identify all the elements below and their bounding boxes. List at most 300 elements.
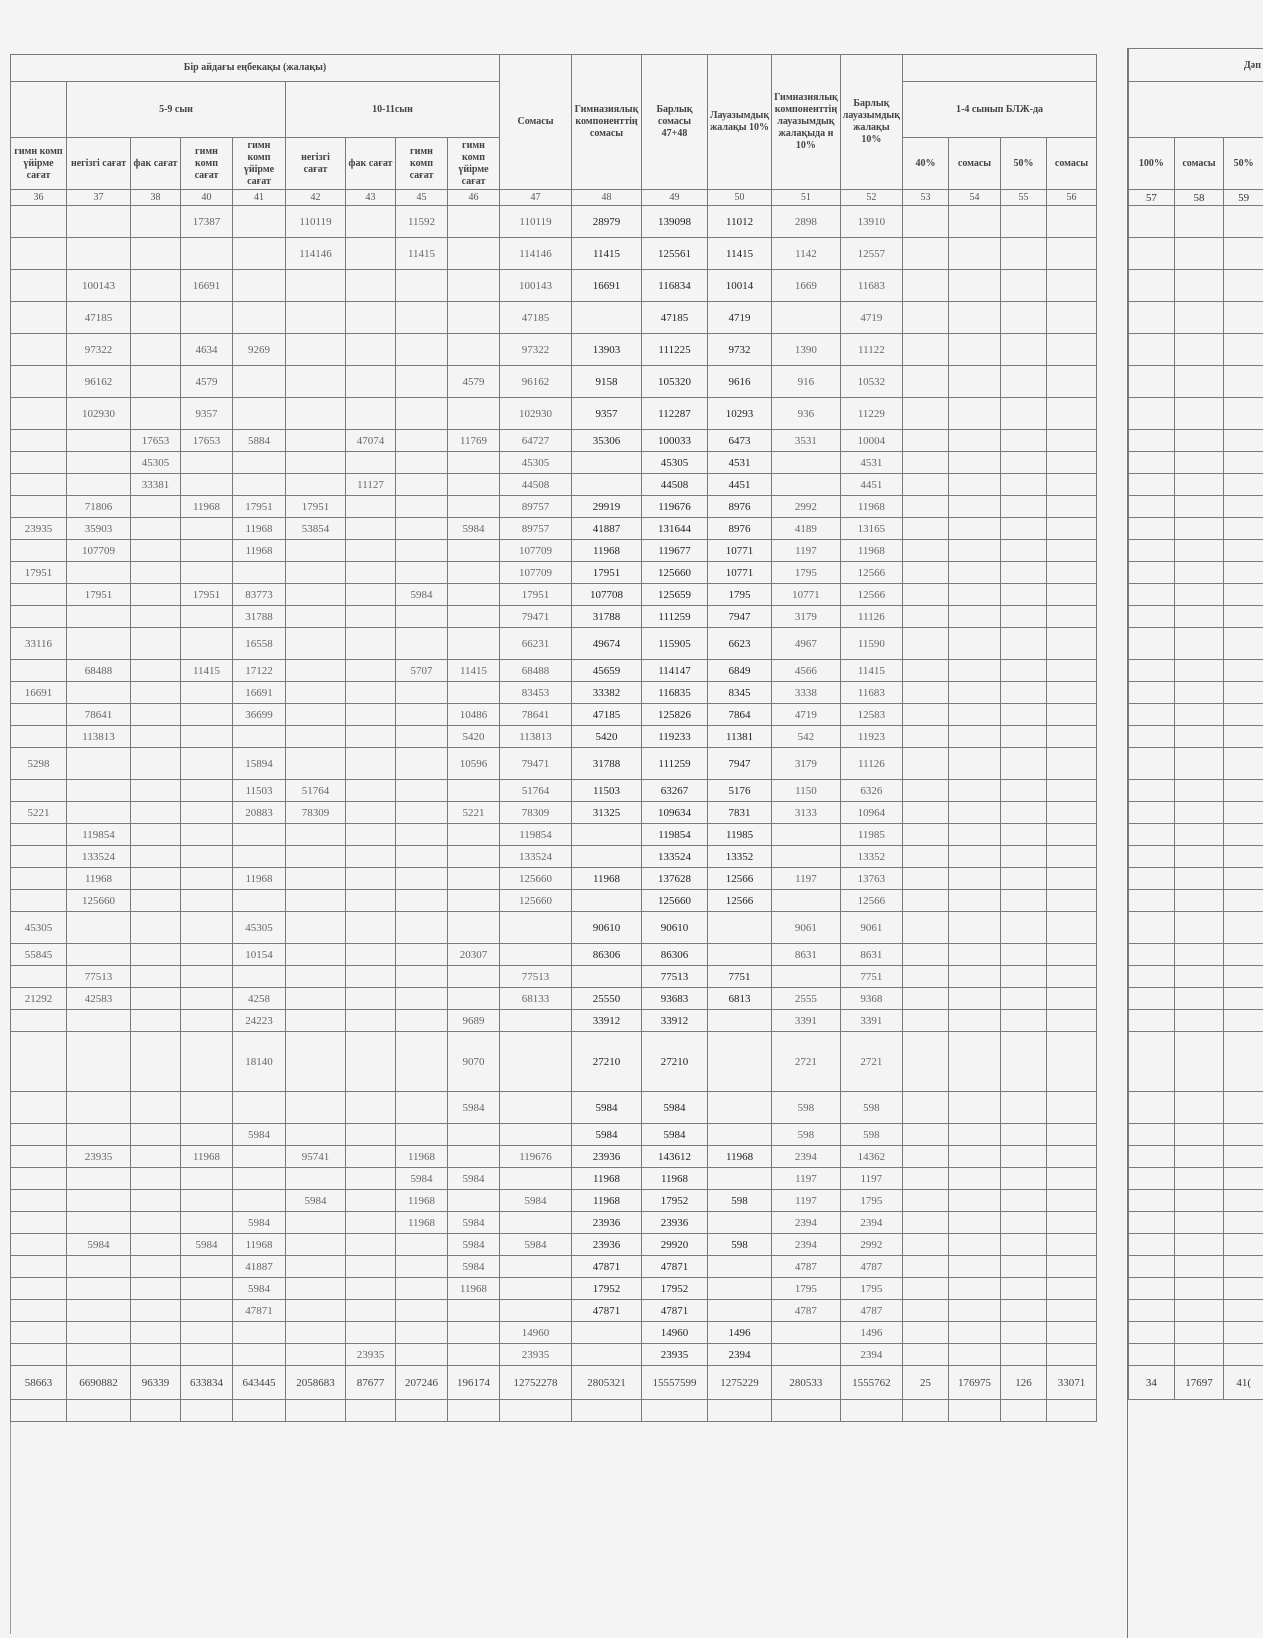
right-cell <box>1174 606 1224 628</box>
table-cell <box>11 1278 67 1300</box>
right-cell <box>1224 682 1263 704</box>
right-body <box>1129 190 1263 1400</box>
table-cell: 4787 <box>840 1300 902 1322</box>
table-cell <box>131 1010 181 1032</box>
right-cell <box>1174 912 1224 944</box>
table-cell <box>396 474 448 496</box>
table-cell <box>286 398 346 430</box>
table-cell: 11592 <box>396 206 448 238</box>
right-row <box>1129 366 1263 398</box>
table-cell <box>772 846 841 868</box>
table-row <box>11 1190 1097 1212</box>
table-row <box>11 912 1097 944</box>
right-cell <box>1174 238 1224 270</box>
table-cell <box>448 206 500 238</box>
right-row <box>1129 584 1263 606</box>
table-cell: 20307 <box>448 944 500 966</box>
table-cell: 119854 <box>67 824 131 846</box>
table-cell <box>11 1344 67 1366</box>
table-cell: 113813 <box>500 726 572 748</box>
table-cell: 35306 <box>572 430 642 452</box>
table-cell <box>572 1344 642 1366</box>
table-cell <box>396 518 448 540</box>
table-cell <box>181 780 233 802</box>
right-cell <box>1224 748 1263 780</box>
table-cell: 9158 <box>572 366 642 398</box>
table-cell: 8976 <box>708 496 772 518</box>
table-cell <box>346 802 396 824</box>
table-cell <box>448 496 500 518</box>
table-cell <box>448 540 500 562</box>
right-row <box>1129 518 1263 540</box>
right-cell <box>1224 606 1263 628</box>
right-cell <box>1224 944 1263 966</box>
table-cell: 598 <box>772 1092 841 1124</box>
right-cell <box>1129 206 1175 238</box>
table-cell: 17951 <box>286 496 346 518</box>
table-cell: 114146 <box>286 238 346 270</box>
right-cell <box>1224 1146 1263 1168</box>
table-cell: 936 <box>772 398 841 430</box>
right-cell <box>1174 206 1224 238</box>
right-cell <box>1129 704 1175 726</box>
table-cell: 89757 <box>500 496 572 518</box>
table-row <box>11 868 1097 890</box>
table-cell <box>131 1190 181 1212</box>
table-cell: 23936 <box>572 1212 642 1234</box>
table-cell: 64727 <box>500 430 572 452</box>
table-cell: 102930 <box>500 398 572 430</box>
table-cell: 5984 <box>500 1234 572 1256</box>
right-row <box>1129 496 1263 518</box>
right-cell <box>1129 912 1175 944</box>
table-cell <box>11 334 67 366</box>
total-cell: 6690882 <box>67 1366 131 1400</box>
table-cell <box>346 238 396 270</box>
table-cell <box>500 1300 572 1322</box>
table-cell <box>1047 1234 1097 1256</box>
table-cell: 5984 <box>448 1092 500 1124</box>
table-row <box>11 562 1097 584</box>
table-cell: 8345 <box>708 682 772 704</box>
table-cell <box>233 366 286 398</box>
table-cell <box>131 966 181 988</box>
table-cell <box>181 682 233 704</box>
right-row <box>1129 1032 1263 1092</box>
table-cell: 16691 <box>233 682 286 704</box>
table-cell <box>903 496 949 518</box>
table-cell: 10004 <box>840 430 902 452</box>
right-row <box>1129 1010 1263 1032</box>
subheader-c43: фак сағат <box>346 138 396 190</box>
table-cell <box>708 1278 772 1300</box>
table-cell <box>11 1032 67 1092</box>
right-row <box>1129 1124 1263 1146</box>
header-blzh-1-4: 1-4 сынып БЛЖ-да <box>903 82 1097 138</box>
subheader-c45: гимн комп сағат <box>396 138 448 190</box>
table-cell <box>233 1146 286 1168</box>
table-cell <box>903 868 949 890</box>
table-cell: 79471 <box>500 748 572 780</box>
table-cell: 47185 <box>642 302 708 334</box>
table-cell: 10771 <box>708 540 772 562</box>
table-cell <box>949 912 1001 944</box>
table-cell <box>233 302 286 334</box>
table-cell: 10964 <box>840 802 902 824</box>
table-cell: 1197 <box>772 868 841 890</box>
table-cell: 114147 <box>642 660 708 682</box>
table-cell: 11968 <box>181 1146 233 1168</box>
table-cell <box>67 912 131 944</box>
table-cell <box>949 1256 1001 1278</box>
table-cell: 5984 <box>233 1212 286 1234</box>
table-cell: 5984 <box>448 1256 500 1278</box>
table-row <box>11 748 1097 780</box>
table-cell <box>903 780 949 802</box>
table-cell: 1142 <box>772 238 841 270</box>
table-cell: 24223 <box>233 1010 286 1032</box>
table-cell: 4579 <box>448 366 500 398</box>
table-cell: 11126 <box>840 606 902 628</box>
table-cell: 4566 <box>772 660 841 682</box>
table-cell <box>1047 1256 1097 1278</box>
table-cell <box>903 452 949 474</box>
table-cell <box>67 1168 131 1190</box>
table-cell: 11590 <box>840 628 902 660</box>
table-cell <box>448 584 500 606</box>
table-cell <box>67 682 131 704</box>
right-cell <box>1174 496 1224 518</box>
total-cell: 1275229 <box>708 1366 772 1400</box>
table-cell <box>346 1010 396 1032</box>
table-cell: 11127 <box>346 474 396 496</box>
right-row <box>1129 1190 1263 1212</box>
table-cell <box>67 748 131 780</box>
table-cell: 107709 <box>500 562 572 584</box>
table-cell <box>346 398 396 430</box>
table-cell <box>346 1322 396 1344</box>
table-cell <box>949 1146 1001 1168</box>
blank-cell <box>67 1400 131 1422</box>
table-cell <box>949 1278 1001 1300</box>
table-cell: 6326 <box>840 780 902 802</box>
table-cell <box>772 452 841 474</box>
table-cell <box>181 540 233 562</box>
table-cell <box>286 1344 346 1366</box>
table-row <box>11 1092 1097 1124</box>
table-cell <box>1047 562 1097 584</box>
total-cell: 87677 <box>346 1366 396 1400</box>
table-cell: 119676 <box>642 496 708 518</box>
table-cell <box>1047 1092 1097 1124</box>
table-cell: 4531 <box>840 452 902 474</box>
table-cell <box>1001 206 1047 238</box>
table-row <box>11 518 1097 540</box>
table-cell <box>396 944 448 966</box>
table-cell: 1197 <box>840 1168 902 1190</box>
table-cell <box>903 302 949 334</box>
table-cell: 10014 <box>708 270 772 302</box>
table-cell: 1669 <box>772 270 841 302</box>
table-cell <box>1001 802 1047 824</box>
right-cell <box>1174 1234 1224 1256</box>
table-cell: 63267 <box>642 780 708 802</box>
table-cell: 100143 <box>67 270 131 302</box>
table-cell <box>448 1190 500 1212</box>
total-cell: 2058683 <box>286 1366 346 1400</box>
table-cell <box>1047 1212 1097 1234</box>
table-cell <box>708 1256 772 1278</box>
table-cell <box>448 1300 500 1322</box>
table-cell <box>181 1322 233 1344</box>
table-cell <box>181 1092 233 1124</box>
table-cell <box>1047 334 1097 366</box>
table-cell <box>903 518 949 540</box>
table-cell <box>131 540 181 562</box>
index-cell: 53 <box>903 190 949 206</box>
table-cell: 90610 <box>642 912 708 944</box>
table-cell <box>903 660 949 682</box>
table-cell: 1197 <box>772 540 841 562</box>
table-row <box>11 682 1097 704</box>
table-cell: 5984 <box>396 1168 448 1190</box>
table-cell <box>67 1278 131 1300</box>
table-cell <box>286 660 346 682</box>
right-cell <box>1174 944 1224 966</box>
table-row <box>11 206 1097 238</box>
right-cell <box>1224 398 1263 430</box>
table-cell <box>949 628 1001 660</box>
table-cell <box>396 606 448 628</box>
table-cell <box>572 452 642 474</box>
right-title: Дәп <box>1129 49 1263 82</box>
table-cell: 3391 <box>840 1010 902 1032</box>
table-cell <box>11 474 67 496</box>
table-cell <box>11 1322 67 1344</box>
table-cell: 51764 <box>500 780 572 802</box>
totals-row <box>11 1366 1097 1400</box>
right-cell <box>1129 748 1175 780</box>
table-cell: 2992 <box>840 1234 902 1256</box>
table-cell: 5984 <box>233 1278 286 1300</box>
table-cell: 18140 <box>233 1032 286 1092</box>
table-row <box>11 1010 1097 1032</box>
table-row <box>11 302 1097 334</box>
right-cell <box>1174 452 1224 474</box>
table-cell <box>903 824 949 846</box>
table-cell <box>181 802 233 824</box>
right-totals-row <box>1129 1366 1263 1400</box>
table-cell <box>286 1278 346 1300</box>
subheader-p50: 50% <box>1001 138 1047 190</box>
table-cell: 17951 <box>181 584 233 606</box>
right-row <box>1129 682 1263 704</box>
table-cell <box>286 1322 346 1344</box>
table-cell <box>708 1124 772 1146</box>
table-cell <box>286 726 346 748</box>
table-cell: 11122 <box>840 334 902 366</box>
right-cell <box>1224 302 1263 334</box>
table-cell: 4258 <box>233 988 286 1010</box>
table-cell <box>286 944 346 966</box>
table-row <box>11 584 1097 606</box>
table-cell <box>396 1124 448 1146</box>
table-cell <box>1001 452 1047 474</box>
table-cell <box>286 1234 346 1256</box>
right-cell <box>1174 1124 1224 1146</box>
right-cell <box>1129 302 1175 334</box>
table-cell <box>233 890 286 912</box>
table-cell: 2721 <box>840 1032 902 1092</box>
right-cell <box>1129 1322 1175 1344</box>
table-cell <box>903 846 949 868</box>
table-cell: 1795 <box>772 562 841 584</box>
table-cell <box>346 1300 396 1322</box>
table-cell <box>1047 660 1097 682</box>
table-row <box>11 660 1097 682</box>
right-cell <box>1129 824 1175 846</box>
table-row <box>11 452 1097 474</box>
table-cell <box>11 1146 67 1168</box>
table-cell <box>448 334 500 366</box>
table-cell: 11415 <box>708 238 772 270</box>
table-cell <box>772 890 841 912</box>
table-cell <box>11 660 67 682</box>
table-cell <box>1047 988 1097 1010</box>
right-row <box>1129 1322 1263 1344</box>
table-cell <box>67 1092 131 1124</box>
table-cell: 5298 <box>11 748 67 780</box>
table-cell: 7751 <box>708 966 772 988</box>
table-cell: 5984 <box>67 1234 131 1256</box>
table-cell: 17952 <box>572 1278 642 1300</box>
table-cell: 90610 <box>572 912 642 944</box>
table-cell <box>708 1032 772 1092</box>
table-cell <box>448 1344 500 1366</box>
table-cell: 125561 <box>642 238 708 270</box>
table-cell: 107709 <box>500 540 572 562</box>
table-cell <box>67 802 131 824</box>
table-cell <box>346 868 396 890</box>
total-cell: 196174 <box>448 1366 500 1400</box>
table-cell <box>181 748 233 780</box>
table-cell: 5984 <box>448 1212 500 1234</box>
table-cell <box>346 726 396 748</box>
table-cell <box>572 824 642 846</box>
blank-cell <box>642 1400 708 1422</box>
table-cell <box>181 966 233 988</box>
table-cell <box>903 366 949 398</box>
table-cell <box>181 890 233 912</box>
table-cell: 51764 <box>286 780 346 802</box>
table-cell: 111259 <box>642 606 708 628</box>
table-cell: 23935 <box>500 1344 572 1366</box>
right-cell <box>1129 334 1175 366</box>
table-cell: 11923 <box>840 726 902 748</box>
table-cell: 41887 <box>572 518 642 540</box>
table-cell: 5984 <box>572 1092 642 1124</box>
table-cell <box>396 1234 448 1256</box>
table-cell: 47871 <box>572 1300 642 1322</box>
table-cell <box>1047 518 1097 540</box>
table-cell <box>286 270 346 302</box>
table-cell: 14960 <box>500 1322 572 1344</box>
table-cell <box>11 1256 67 1278</box>
table-cell <box>1001 1168 1047 1190</box>
table-cell <box>949 496 1001 518</box>
right-cell <box>1174 302 1224 334</box>
table-cell: 7864 <box>708 704 772 726</box>
right-cell <box>1129 1256 1175 1278</box>
table-cell: 11968 <box>233 868 286 890</box>
table-cell <box>286 366 346 398</box>
table-cell: 3179 <box>772 606 841 628</box>
table-cell <box>181 518 233 540</box>
table-cell <box>903 430 949 452</box>
right-cell <box>1129 1124 1175 1146</box>
table-cell <box>903 726 949 748</box>
right-row <box>1129 562 1263 584</box>
right-row <box>1129 398 1263 430</box>
table-cell: 119854 <box>642 824 708 846</box>
right-cell <box>1224 780 1263 802</box>
index-cell: 43 <box>346 190 396 206</box>
table-cell <box>67 474 131 496</box>
right-row <box>1129 206 1263 238</box>
index-cell: 45 <box>396 190 448 206</box>
table-cell <box>1047 302 1097 334</box>
table-cell: 7947 <box>708 606 772 628</box>
index-cell: 48 <box>572 190 642 206</box>
table-cell <box>181 1124 233 1146</box>
table-cell: 133524 <box>642 846 708 868</box>
table-cell: 2555 <box>772 988 841 1010</box>
table-cell <box>1047 966 1097 988</box>
table-cell <box>903 1124 949 1146</box>
table-cell: 68488 <box>500 660 572 682</box>
table-cell: 598 <box>840 1092 902 1124</box>
table-cell: 3179 <box>772 748 841 780</box>
table-cell <box>1001 430 1047 452</box>
table-cell: 12583 <box>840 704 902 726</box>
header-position-salary: Лауазымдық жалақы 10% <box>708 55 772 190</box>
table-cell <box>346 452 396 474</box>
table-cell: 9357 <box>572 398 642 430</box>
blank-cell <box>772 1400 841 1422</box>
right-cell <box>1174 1344 1224 1366</box>
table-cell <box>11 398 67 430</box>
table-cell <box>396 966 448 988</box>
table-cell <box>67 1256 131 1278</box>
table-cell: 86306 <box>642 944 708 966</box>
table-cell <box>181 1212 233 1234</box>
table-row <box>11 1032 1097 1092</box>
right-cell <box>1129 802 1175 824</box>
right-row <box>1129 1212 1263 1234</box>
table-cell <box>131 1092 181 1124</box>
table-cell <box>1001 302 1047 334</box>
table-cell <box>1047 1278 1097 1300</box>
table-cell <box>1047 748 1097 780</box>
table-cell: 45305 <box>233 912 286 944</box>
table-cell <box>1047 1190 1097 1212</box>
table-cell <box>11 496 67 518</box>
table-cell <box>286 1092 346 1124</box>
table-cell <box>1001 584 1047 606</box>
table-cell <box>500 912 572 944</box>
table-cell <box>181 726 233 748</box>
table-cell <box>949 748 1001 780</box>
